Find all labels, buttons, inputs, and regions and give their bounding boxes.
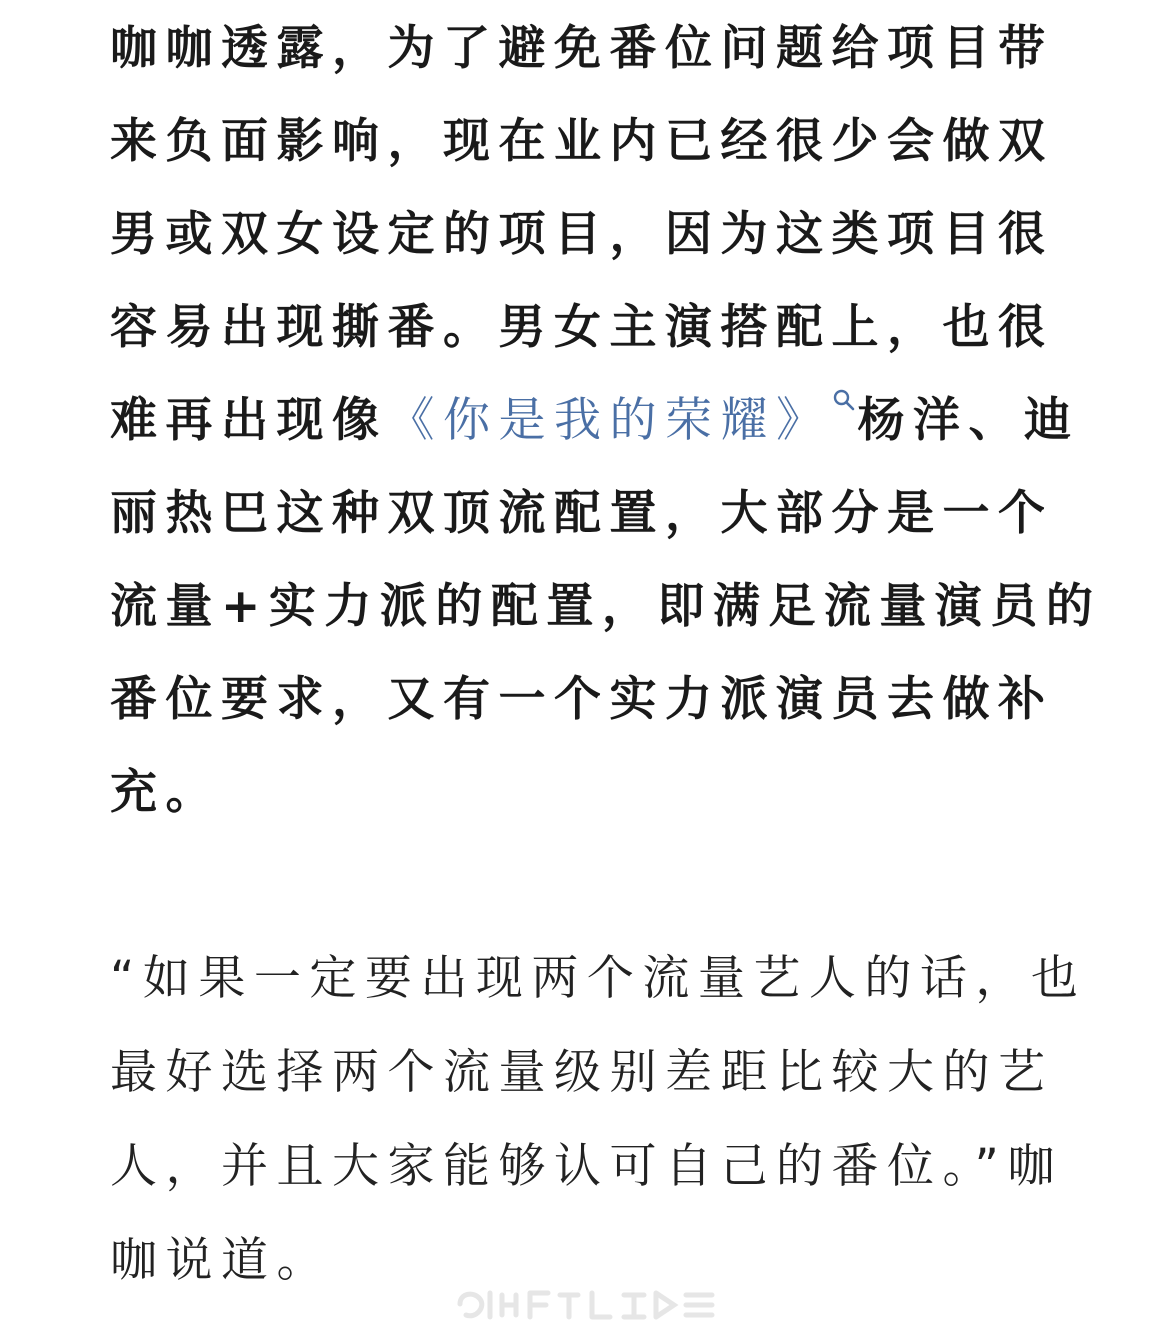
- text-line: 最好选择两个流量级别差距比较大的艺: [110, 1045, 1054, 1100]
- text-line: 咖咖透露，为了避免番位问题给项目带: [110, 21, 1054, 76]
- text-line-with-link: [110, 374, 1080, 467]
- text-segment: 杨洋、迪: [857, 393, 1080, 448]
- text-line: 番位要求，又有一个实力派演员去做补: [110, 672, 1054, 727]
- text-line: 男或双女设定的项目，因为这类项目很: [110, 207, 1054, 262]
- article-body: [110, 0, 1102, 1288]
- text-line: “如果一定要出现两个流量艺人的话，也: [110, 951, 1087, 1006]
- text-line: 咖说道。: [110, 1233, 332, 1288]
- text-line: 流量+实力派的配置，即满足流量演员的: [110, 579, 1102, 634]
- text-line: 来负面影响，现在业内已经很少会做双: [110, 114, 1054, 169]
- text-line: 充。: [110, 765, 221, 820]
- text-line: 丽热巴这种双顶流配置，大部分是一个: [110, 486, 1054, 541]
- paragraph-2-quote: [110, 932, 1086, 1308]
- search-icon[interactable]: [832, 374, 858, 420]
- drama-title-link[interactable]: 《你是我的荣耀》: [387, 393, 832, 448]
- text-line: 人，并且大家能够认可自己的番位。”咖: [110, 1139, 1063, 1194]
- paragraph-1: [110, 2, 1102, 839]
- text-segment: 难再出现像: [110, 393, 388, 448]
- text-line: 容易出现撕番。男女主演搭配上，也很: [110, 300, 1054, 355]
- watermark-logo: [450, 1283, 720, 1325]
